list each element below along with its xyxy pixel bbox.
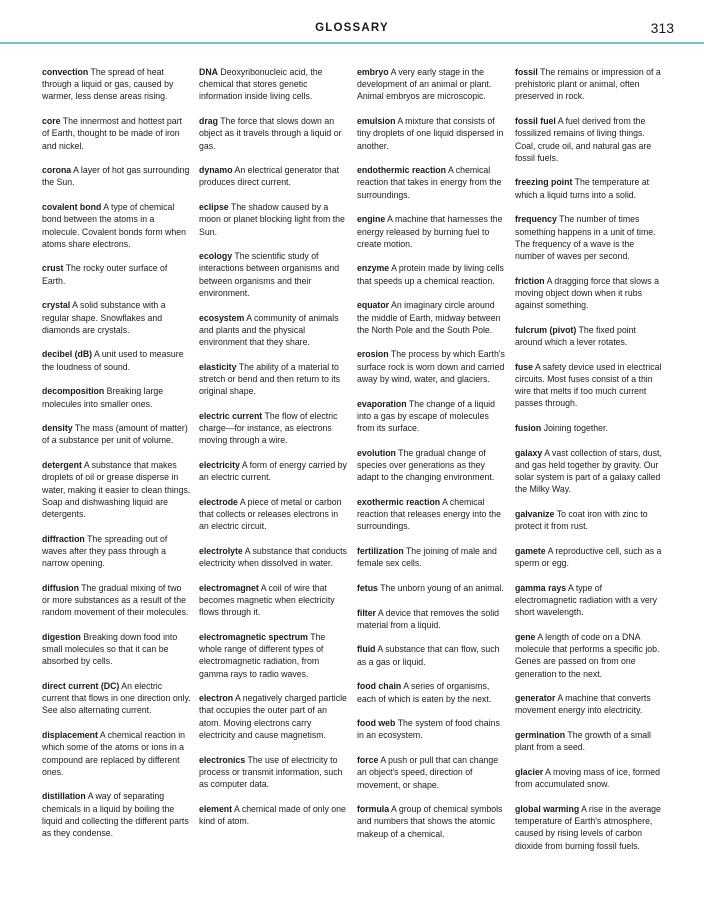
glossary-definition: A chemical reaction in which some of the atoms or ions in a compound are replaced by different ones.	[42, 730, 186, 777]
glossary-entry	[357, 803, 506, 840]
glossary-entry	[199, 545, 348, 569]
glossary-definition: A substance that conducts electricity when dissolved in water.	[199, 545, 347, 569]
glossary-term: gamete	[515, 545, 546, 556]
glossary-term: friction	[515, 275, 545, 286]
glossary-definition: The process by which Earth's surface rock is worn down and carried away by wind, water, and glaciers.	[357, 349, 505, 384]
glossary-entry	[42, 164, 191, 188]
glossary-definition: A group of chemical symbols and numbers that shows the atomic makeup of a chemical.	[357, 804, 503, 839]
glossary-definition: A series of organisms, each of which is eaten by the next.	[357, 681, 492, 704]
glossary-entry	[357, 582, 506, 594]
glossary-term: drag	[199, 116, 218, 127]
glossary-definition: The number of times something happens in a unit of time. The frequency of a wave is the number of waves per second.	[515, 214, 656, 261]
glossary-definition: The joining of male and female sex cells.	[357, 545, 497, 569]
glossary-column-2	[199, 66, 348, 840]
glossary-definition: A chemical reaction that releases energy into the surroundings.	[357, 496, 501, 532]
glossary-entry	[357, 496, 506, 533]
glossary-term: ecosystem	[199, 312, 245, 323]
glossary-term: diffraction	[42, 533, 85, 544]
glossary-definition: The gradual change of species over generations as they adapt to the changing environment.	[357, 447, 495, 483]
glossary-term: electromagnet	[199, 582, 259, 593]
glossary-entry	[515, 422, 664, 434]
glossary-definition: The innermost and hottest part of Earth, thought to be made of iron and nickel.	[42, 116, 182, 151]
glossary-entry	[357, 607, 506, 631]
glossary-entry	[357, 545, 506, 569]
glossary-term: fluid	[357, 644, 376, 655]
glossary-entry	[199, 754, 348, 791]
glossary-term: fetus	[357, 582, 378, 593]
glossary-term: gene	[515, 631, 536, 642]
glossary-entry	[199, 582, 348, 619]
glossary-column-1	[42, 66, 191, 852]
page-title: GLOSSARY	[315, 22, 389, 34]
glossary-term: direct current (DC)	[42, 681, 120, 692]
glossary-term: exothermic reaction	[357, 496, 441, 507]
glossary-definition: Deoxyribonucleic acid, the chemical that stores genetic information inside living cells.	[199, 67, 323, 102]
glossary-definition: The spreading out of waves after they pass through a narrow opening.	[42, 533, 168, 569]
glossary-definition: A dragging force that slows a moving object down when it rubs against something.	[515, 275, 659, 311]
glossary-definition: A reproductive cell, such as a sperm or egg.	[515, 545, 662, 569]
glossary-entry	[199, 164, 348, 188]
glossary-term: formula	[357, 804, 390, 815]
glossary-term: corona	[42, 165, 72, 176]
glossary-definition: A form of energy carried by an electric current.	[199, 459, 347, 483]
glossary-definition: The gradual mixing of two or more substances as a result of the random movement of their molecules.	[42, 582, 189, 618]
glossary-entry	[42, 201, 191, 250]
glossary-entry	[357, 754, 506, 791]
glossary-term: electromagnetic spectrum	[199, 631, 308, 642]
glossary-definition: The mass (amount of matter) of a substance per unit of volume.	[42, 423, 188, 446]
glossary-definition: To coat iron with zinc to protect it from rust.	[515, 508, 648, 532]
glossary-definition: A negatively charged particle that occupies the outer part of an atom. Moving electrons carry electricity and cause magnetism.	[199, 693, 347, 740]
glossary-entry	[42, 582, 191, 619]
glossary-entry	[357, 66, 506, 103]
glossary-term: frequency	[515, 214, 557, 225]
glossary-term: diffusion	[42, 582, 79, 593]
glossary-entry	[357, 299, 506, 336]
glossary-definition: The whole range of different types of electromagnetic radiation, from gamma rays to radio waves.	[199, 631, 326, 679]
glossary-definition: A safety device used in electrical circuits. Most fuses consist of a thin wire that melts if too much current passes through.	[515, 361, 662, 409]
glossary-definition: A layer of hot gas surrounding the Sun.	[42, 165, 190, 188]
glossary-entry	[515, 324, 664, 348]
glossary-entry	[515, 729, 664, 753]
glossary-entry	[357, 717, 506, 741]
glossary-term: electricity	[199, 459, 240, 470]
glossary-term: electric current	[199, 410, 263, 421]
glossary-term: elasticity	[199, 361, 237, 372]
glossary-definition: A community of animals and plants and the physical environment that they share.	[199, 312, 339, 347]
glossary-term: galaxy	[515, 447, 543, 458]
glossary-column-4	[515, 66, 664, 864]
glossary-entry	[199, 410, 348, 447]
glossary-entry	[357, 680, 506, 704]
glossary-term: fertilization	[357, 545, 404, 556]
glossary-definition: The ability of a material to stretch or bend and then return to its original shape.	[199, 361, 341, 397]
glossary-entry	[357, 398, 506, 435]
glossary-entry	[515, 275, 664, 312]
glossary-entry	[357, 262, 506, 286]
glossary-definition: The temperature at which a liquid turns into a solid.	[515, 177, 650, 200]
glossary-entry	[199, 201, 348, 238]
glossary-term: fusion	[515, 422, 542, 433]
glossary-entry	[42, 348, 191, 372]
glossary-definition: A length of code on a DNA molecule that performs a specific job. Genes are passed on from one generation to the next.	[515, 631, 660, 679]
glossary-definition: A fuel derived from the fossilized remains of living things. Coal, crude oil, and natural gas are fossil fuels.	[515, 116, 652, 163]
glossary-term: enzyme	[357, 263, 390, 274]
glossary-definition: A piece of metal or carbon that collects or releases electrons in an electric circuit.	[199, 496, 342, 532]
glossary-definition: The spread of heat through a liquid or gas, caused by warmer, less dense areas rising.	[42, 67, 174, 102]
glossary-term: decibel (dB)	[42, 349, 93, 360]
glossary-definition: The rocky outer surface of Earth.	[42, 263, 168, 286]
glossary-entry	[42, 66, 191, 103]
header-rule	[0, 42, 704, 44]
glossary-term: fulcrum (pivot)	[515, 324, 577, 335]
glossary-term: fossil fuel	[515, 116, 556, 127]
glossary-definition: An electrical generator that produces direct current.	[199, 165, 340, 188]
glossary-entry	[515, 766, 664, 790]
glossary-definition: A device that removes the solid material from a liquid.	[357, 607, 500, 630]
glossary-entry	[199, 803, 348, 827]
glossary-entry	[515, 213, 664, 262]
glossary-term: evaporation	[357, 398, 407, 409]
glossary-term: dynamo	[199, 165, 233, 176]
glossary-entry	[357, 348, 506, 385]
glossary-term: electrolyte	[199, 545, 243, 556]
glossary-definition: The fixed point around which a lever rotates.	[515, 324, 636, 347]
glossary-entry	[515, 66, 664, 103]
glossary-entry	[42, 422, 191, 446]
glossary-term: filter	[357, 607, 376, 618]
glossary-term: force	[357, 755, 379, 766]
glossary-definition: A unit used to measure the loudness of sound.	[42, 349, 184, 372]
glossary-term: food web	[357, 718, 396, 729]
glossary-definition: The scientific study of interactions between organisms and between organisms and their environment.	[199, 251, 340, 298]
glossary-term: covalent bond	[42, 202, 102, 213]
glossary-term: eclipse	[199, 202, 229, 213]
glossary-term: generator	[515, 693, 556, 704]
glossary-term: fossil	[515, 67, 538, 77]
glossary-term: galvanize	[515, 508, 555, 519]
glossary-entry	[42, 680, 191, 717]
glossary-definition: A rise in the average temperature of Earth's atmosphere, caused by rising levels of carbon dioxide from burning fossil fuels.	[515, 803, 661, 851]
glossary-entry	[515, 692, 664, 716]
glossary-entry	[515, 447, 664, 496]
glossary-entry	[42, 729, 191, 778]
glossary-entry	[357, 643, 506, 667]
glossary-definition: The use of electricity to process or transmit information, such as computer data.	[199, 754, 343, 789]
page-header	[0, 0, 704, 44]
glossary-term: freezing point	[515, 177, 573, 188]
glossary-entry	[357, 164, 506, 201]
glossary-definition: Breaking down food into small molecules so that it can be absorbed by cells.	[42, 631, 178, 667]
glossary-term: digestion	[42, 631, 81, 642]
glossary-definition: The shadow caused by a moon or planet blocking light from the Sun.	[199, 202, 345, 237]
glossary-entry	[515, 508, 664, 532]
glossary-definition: Joining together.	[543, 422, 608, 433]
glossary-entry	[515, 582, 664, 619]
glossary-definition: A chemical made of only one kind of atom.	[199, 803, 346, 826]
glossary-definition: An imaginary circle around the middle of Earth, midway between the North Pole and the South Pole.	[357, 300, 501, 335]
glossary-entry	[42, 533, 191, 570]
glossary-term: element	[199, 803, 233, 814]
glossary-entry	[42, 790, 191, 839]
glossary-entry	[199, 66, 348, 103]
glossary-definition: The flow of electric charge—for instance, as electrons moving through a wire.	[199, 410, 338, 446]
glossary-definition: The system of food chains in an ecosystem.	[357, 718, 500, 741]
glossary-definition: A machine that converts movement energy into electricity.	[515, 693, 651, 716]
glossary-entry	[515, 545, 664, 569]
glossary-entry	[199, 496, 348, 533]
page-number: 313	[650, 20, 674, 36]
glossary-term: electrode	[199, 496, 238, 507]
glossary-term: germination	[515, 730, 566, 741]
glossary-entry	[199, 361, 348, 398]
glossary-term: distillation	[42, 791, 86, 802]
glossary-entry	[515, 361, 664, 410]
glossary-term: DNA	[199, 67, 218, 77]
glossary-term: emulsion	[357, 116, 396, 127]
glossary-term: evolution	[357, 447, 396, 458]
glossary-term: erosion	[357, 349, 389, 360]
glossary-definition: A substance that makes droplets of oil or grease disperse in water, making it easier to clean things. Soap and dishwashing liquid are detergents.	[42, 460, 191, 519]
glossary-definition: A coil of wire that becomes magnetic when electricity flows through it.	[199, 582, 335, 618]
glossary-entry	[199, 459, 348, 483]
glossary-definition: A protein made by living cells that speeds up a chemical reaction.	[357, 263, 504, 286]
glossary-term: endothermic reaction	[357, 165, 446, 176]
glossary-entry	[357, 213, 506, 250]
glossary-term: detergent	[42, 460, 82, 471]
glossary-term: convection	[42, 67, 89, 77]
glossary-definition: A very early stage in the development of an animal or plant. Animal embryos are microscopic.	[357, 67, 492, 102]
glossary-entry	[357, 447, 506, 484]
glossary-term: food chain	[357, 681, 402, 692]
glossary-entry	[42, 631, 191, 668]
glossary-definition: A mixture that consists of tiny droplets of one liquid dispersed in another.	[357, 116, 504, 151]
glossary-term: crystal	[42, 300, 71, 311]
glossary-entry	[515, 176, 664, 200]
glossary-entry	[515, 803, 664, 852]
glossary-definition: A type of electromagnetic radiation with a very short wavelength.	[515, 582, 658, 618]
glossary-entry	[42, 459, 191, 520]
glossary-term: decomposition	[42, 386, 105, 397]
glossary-definition: A push or pull that can change an object's speed, direction of movement, or shape.	[357, 755, 499, 790]
glossary-definition: A substance that can flow, such as a gas or liquid.	[357, 644, 500, 667]
glossary-entry	[199, 631, 348, 680]
glossary-entry	[357, 115, 506, 152]
glossary-term: electronics	[199, 754, 246, 765]
glossary-definition: The remains or impression of a prehistoric plant or animal, often preserved in rock.	[515, 67, 661, 102]
glossary-entry	[199, 115, 348, 152]
glossary-entry	[42, 262, 191, 286]
glossary-entry	[515, 631, 664, 680]
glossary-definition: The force that slows down an object as it travels through a liquid or gas.	[199, 116, 342, 151]
glossary-entry	[42, 385, 191, 409]
glossary-term: glacier	[515, 767, 544, 778]
glossary-definition: A solid substance with a regular shape. Snowflakes and diamonds are crystals.	[42, 300, 166, 335]
glossary-term: electron	[199, 693, 234, 704]
glossary-term: global warming	[515, 803, 580, 814]
glossary-entry	[42, 115, 191, 152]
glossary-columns	[42, 66, 672, 866]
glossary-entry	[199, 692, 348, 741]
glossary-term: equator	[357, 300, 390, 311]
glossary-term: density	[42, 423, 73, 434]
glossary-term: gamma rays	[515, 582, 567, 593]
glossary-definition: Breaking large molecules into smaller ones.	[42, 386, 164, 409]
glossary-definition: An electric current that flows in one direction only. See also alternating current.	[42, 681, 191, 716]
glossary-definition: The change of a liquid into a gas by escape of molecules from its surface.	[357, 398, 495, 433]
glossary-definition: A way of separating chemicals in a liquid by boiling the liquid and collecting the different parts as they condense.	[42, 791, 189, 839]
glossary-term: embryo	[357, 67, 389, 77]
glossary-term: ecology	[199, 251, 233, 262]
glossary-term: core	[42, 116, 61, 127]
glossary-entry	[199, 312, 348, 349]
glossary-definition: A moving mass of ice, formed from accumulated snow.	[515, 767, 660, 790]
glossary-definition: The growth of a small plant from a seed.	[515, 730, 652, 753]
glossary-term: displacement	[42, 730, 98, 741]
glossary-entry	[42, 299, 191, 336]
glossary-entry	[199, 250, 348, 299]
glossary-term: crust	[42, 263, 64, 274]
glossary-definition: A chemical reaction that takes in energy from the surroundings.	[357, 165, 502, 200]
glossary-definition: A vast collection of stars, dust, and gas held together by gravity. Our solar system is part of a galaxy called the Milky Way.	[515, 447, 662, 495]
glossary-column-3	[357, 66, 506, 852]
glossary-term: fuse	[515, 361, 533, 372]
glossary-definition: The unborn young of an animal.	[380, 582, 504, 593]
glossary-definition: A type of chemical bond between the atoms in a molecule. Covalent bonds form when atoms share electrons.	[42, 202, 186, 249]
glossary-term: engine	[357, 214, 386, 225]
glossary-definition: A machine that harnesses the energy released by burning fuel to create motion.	[357, 214, 503, 249]
glossary-entry	[515, 115, 664, 164]
